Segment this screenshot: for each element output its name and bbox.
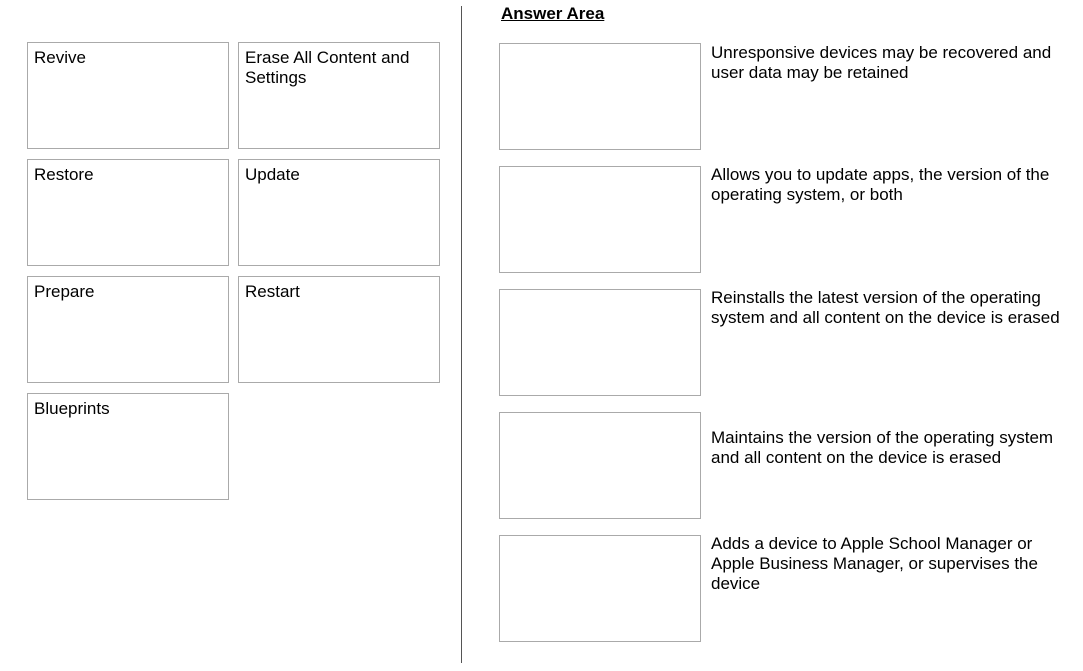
- option-prepare[interactable]: Prepare: [27, 276, 229, 383]
- option-erase-all-content-and-settings[interactable]: Erase All Content and Settings: [238, 42, 440, 149]
- option-restore[interactable]: Restore: [27, 159, 229, 266]
- answer-description: Reinstalls the latest version of the operating system and all content on the device is erased: [711, 288, 1060, 327]
- answer-description: Unresponsive devices may be recovered and user data may be retained: [711, 43, 1052, 82]
- panel-divider: [461, 6, 462, 663]
- answer-drop-target[interactable]: [499, 535, 701, 642]
- answer-description: Allows you to update apps, the version of the operating system, or both: [711, 165, 1050, 204]
- answer-drop-target[interactable]: [499, 412, 701, 519]
- option-restart[interactable]: Restart: [238, 276, 440, 383]
- answer-area-title: Answer Area: [501, 4, 605, 23]
- answer-description: Maintains the version of the operating system and all content on the device is erased: [711, 428, 1054, 467]
- option-blueprints[interactable]: Blueprints: [27, 393, 229, 500]
- option-update[interactable]: Update: [238, 159, 440, 266]
- answer-description: Adds a device to Apple School Manager or Apple Business Manager, or supervises the device: [711, 534, 1038, 593]
- answer-drop-target[interactable]: [499, 166, 701, 273]
- answer-drop-target[interactable]: [499, 289, 701, 396]
- option-revive[interactable]: Revive: [27, 42, 229, 149]
- answer-drop-target[interactable]: [499, 43, 701, 150]
